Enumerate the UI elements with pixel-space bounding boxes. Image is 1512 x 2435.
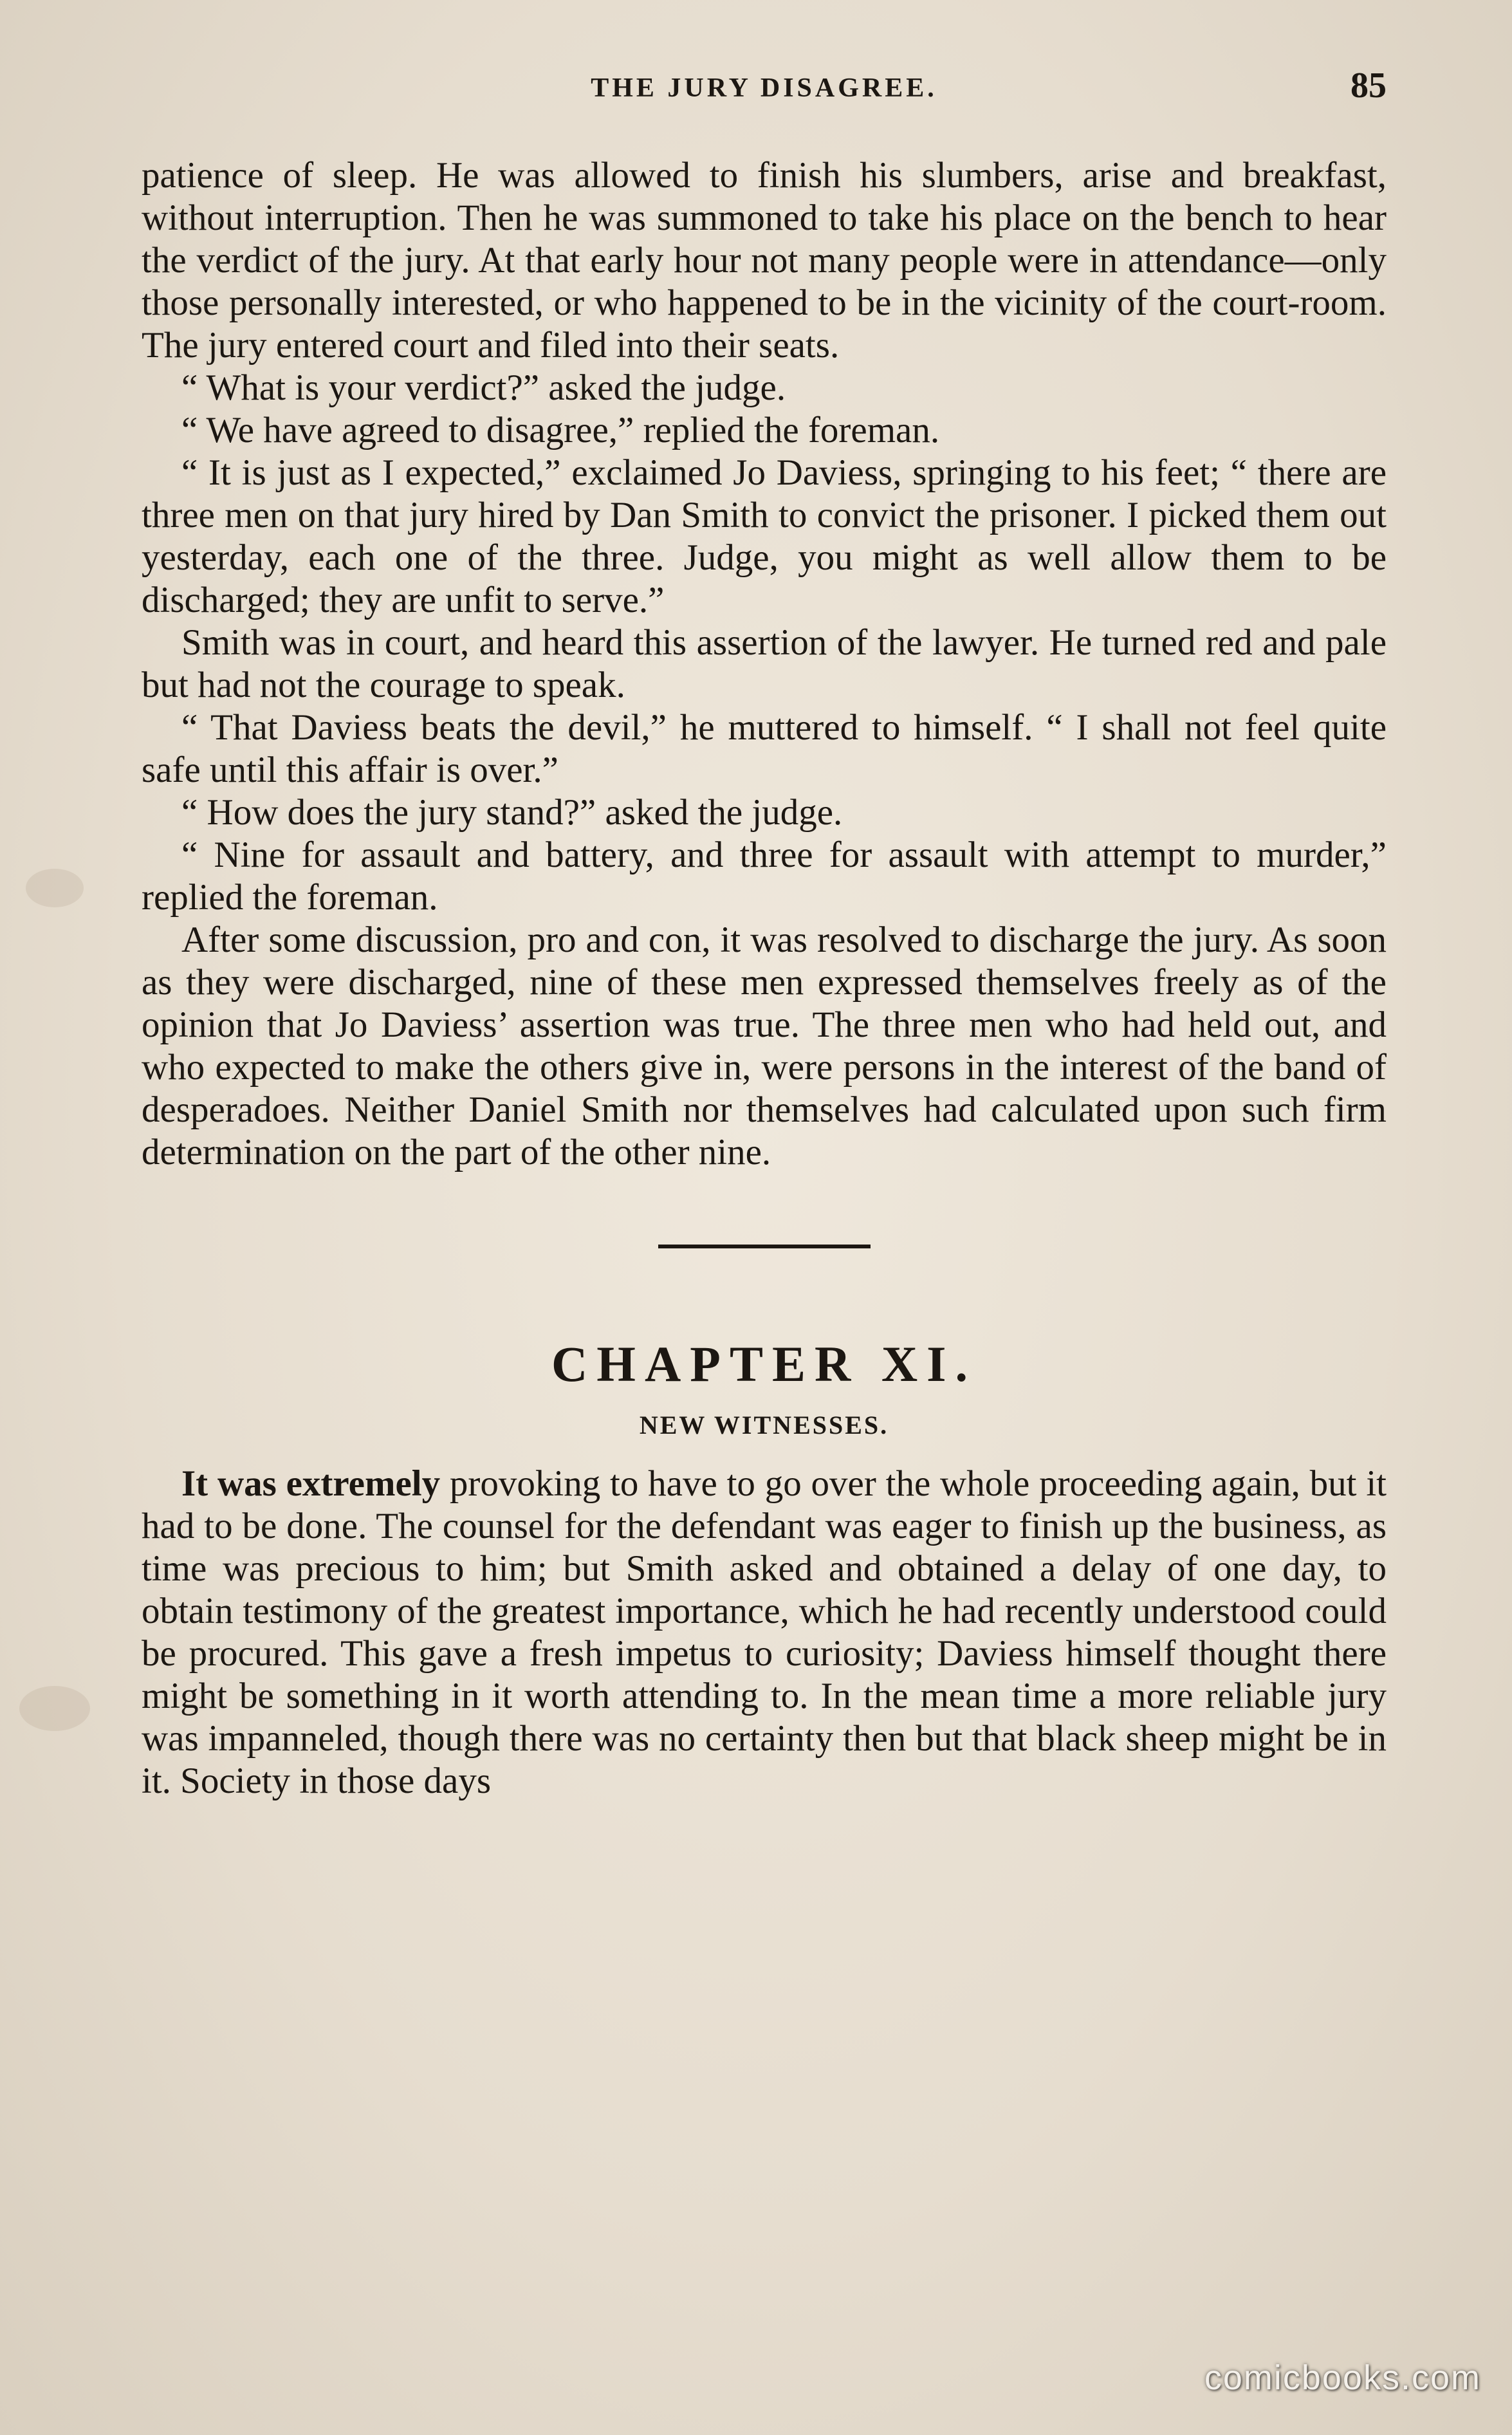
paragraph: “ We have agreed to disagree,” replied the foreman. [181,410,940,450]
paragraph: “ How does the jury stand?” asked the judge. [181,792,843,833]
paper-stain [26,869,84,907]
body-text [142,154,1387,1802]
chapter-subtitle: NEW WITNESSES. [639,1411,889,1440]
watermark: comicbooks.com [1204,2358,1481,2397]
section-divider [658,1245,871,1248]
paper-stain [19,1686,90,1731]
page-number: 85 [1351,66,1387,106]
paragraph: “ That Daviess beats the devil,” he muttered to himself. “ I shall not feel quite safe until this affair is over.” [142,707,1387,790]
paragraph: After some discussion, pro and con, it was resolved to discharge the jury. As soon as they were discharged, nine of these men expressed themselves freely as of the opinion that Jo Daviess’ assertion was true. The three men who had held out, and who expected to make the others give in, were persons in the interest of the band of desperadoes. Neither Daniel Smith nor themselves had calculated upon such firm determination on the part of the other nine. [142,920,1387,1172]
running-head: THE JURY DISAGREE. [591,73,937,103]
page-header [142,61,1387,119]
chapter-first-paragraph [142,1463,1387,1802]
paragraph: Smith was in court, and heard this assertion of the lawyer. He turned red and pale but had not the courage to speak. [142,622,1387,705]
chapter-title: CHAPTER XI. [551,1336,977,1392]
paragraph-text: provoking to have to go over the whole proceeding again, but it had to be done. The counsel for the defendant was eager to finish up the business, as time was precious to him; but Smith asked and obtained a delay of one day, to obtain testimony of the greatest importance, which he had recently understood could be procured. This gave a fresh impetus to curiosity; Daviess himself thought there might be something in it worth attending to. In the mean time a more reliable jury was impanneled, though there was no certainty then but that black sheep might be in it. Society in those days [142,1463,1387,1801]
paragraph: “ Nine for assault and battery, and three for assault with attempt to murder,” replied the foreman. [142,835,1387,918]
paragraph: “ What is your verdict?” asked the judge. [181,367,786,408]
lead-words: It was extremely [181,1463,441,1504]
paragraph: patience of sleep. He was allowed to finish his slumbers, arise and breakfast, without interruption. Then he was summoned to take his place on the bench to hear the verdict of the jury. At that early hour not many people were in attendance—only those personally interested, or who happened to be in the vicinity of the court-room. The jury entered court and filed into their seats. [142,155,1387,366]
paragraph: “ It is just as I expected,” exclaimed Jo Daviess, springing to his feet; “ there are three men on that jury hired by Dan Smith to convict the prisoner. I picked them out yesterday, each one of the three. Judge, you might as well allow them to be discharged; they are unfit to serve.” [142,452,1387,620]
